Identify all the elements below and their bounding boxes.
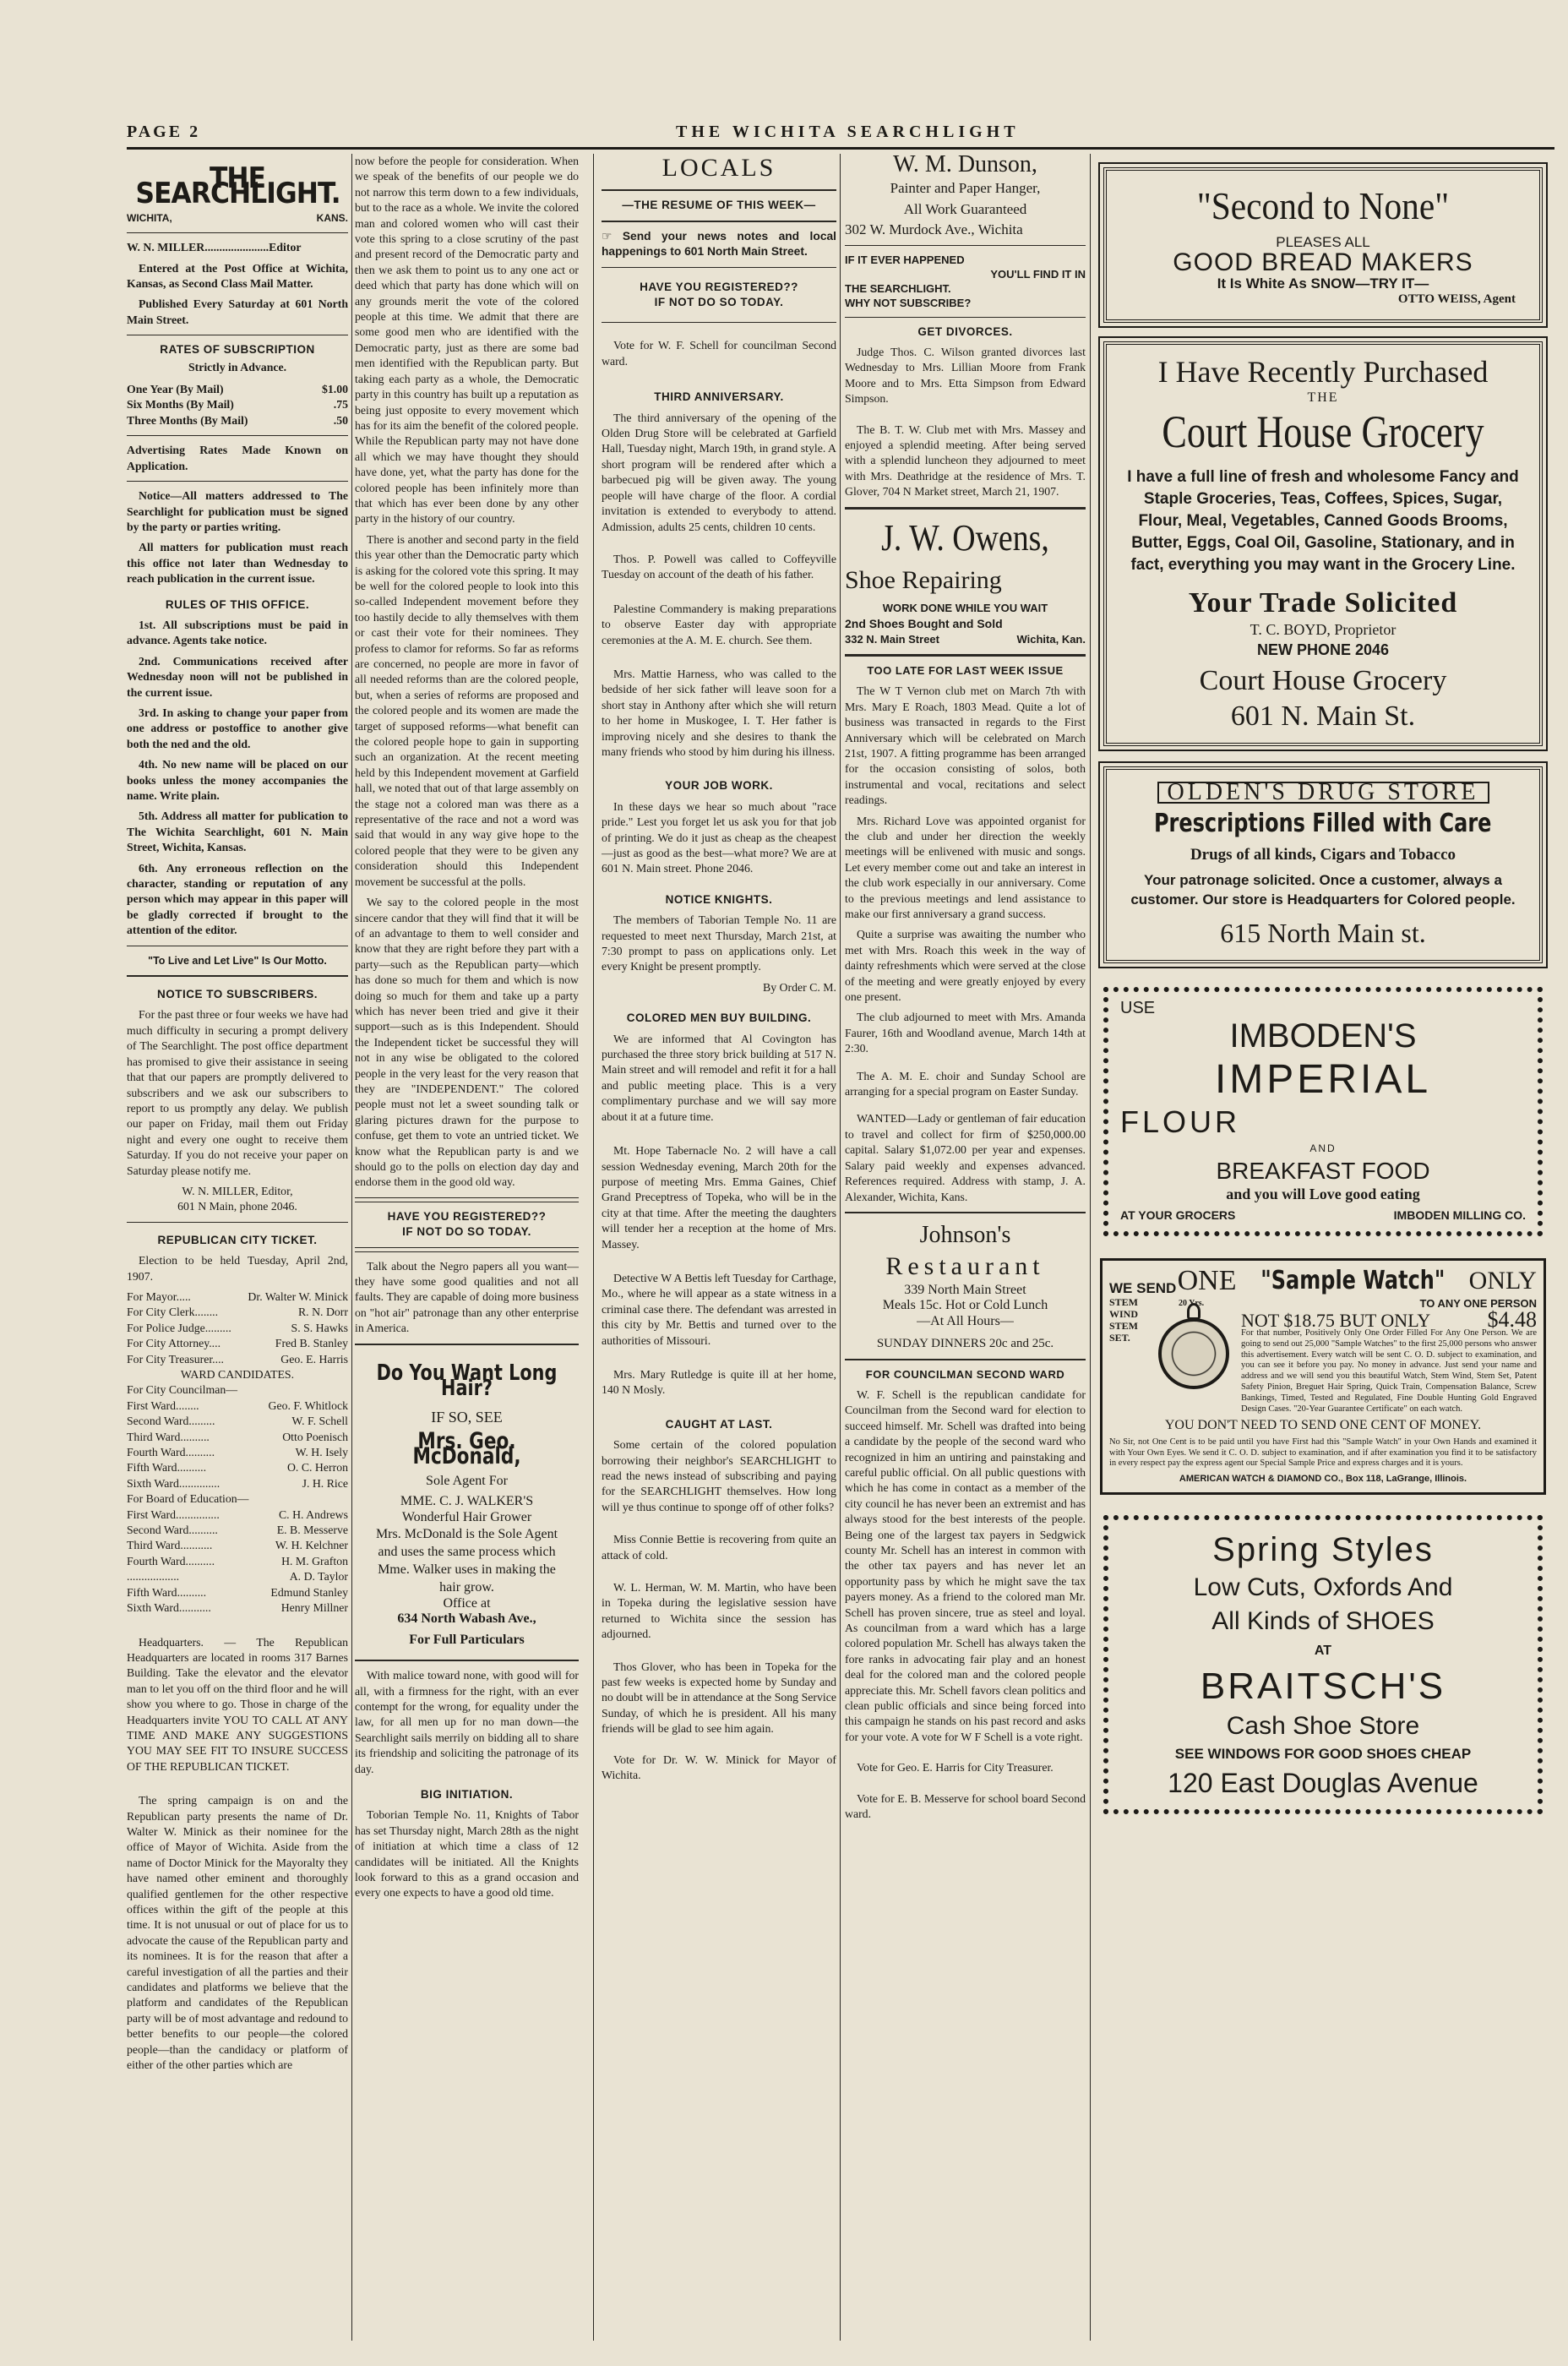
dunson-address: 302 W. Murdock Ave., Wichita bbox=[845, 221, 1023, 238]
local-item: Judge Thos. C. Wilson granted divorces last Wednesday to Mrs. Lillian Moore from Frank Moore and to Mrs. Etta Simpson from Edward Simpson. bbox=[845, 346, 1086, 406]
sample-watch-ad bbox=[1100, 1258, 1546, 1494]
column-4 bbox=[845, 154, 1086, 2349]
rules-heading: RULES OF THIS OFFICE. bbox=[165, 597, 310, 611]
rule bbox=[845, 1212, 1086, 1213]
owens-trade: Shoe Repairing bbox=[845, 565, 1002, 594]
rule bbox=[127, 232, 348, 233]
local-item: The A. M. E. choir and Sunday School are arranging for a special program on Easter Sunday. bbox=[845, 1069, 1086, 1098]
article-paragraph: now before the people for consideration. When we speak of the benefits of our people we do not narrow this term down to a few individuals, but to the race as a whole. We invite the colored man and colored women who will cast their vote this spring to a close scrutiny of the past and present record of the Democratic party and then we ask them to point us to any one act or deed which that party has done which will on any grounds merit the vote of the colored people at this time. We admit that there are some good men who are identified with the Democratic party, just as there are some bad men identified with the Republican party. But taking each party as a whole, the Democratic party in this country has built up a reputation as being just opposite to every movement which has for its aim the benefit of the colored people. While the Republican party may not have done all which we may have thought they should have done, yet, what the party has done for the colored people has been infinitely more than that which has ever been done by any other party in the history of our country. bbox=[355, 155, 579, 526]
johnson-kind: Restaurant bbox=[885, 1251, 1045, 1280]
local-item: Quite a surprise was awaiting the number who met with Mrs. Roach this week in the way of dainty refreshments which were served at the close of the meeting and were greatly enjoyed by every one present. bbox=[845, 928, 1086, 1004]
grocery-phone: NEW PHONE 2046 bbox=[1256, 641, 1390, 659]
watch-body: For that number, Positively Only One Order Filled For Any One Person. We are going to send out 25,000 "Sample Watches" to the first 25,000 persons who answer this advertisement. Every watch will be sent C. O. D. subject to examination, and you can see it before you pay. No money in advance. Just send your name and address and we will send you this beautiful Watch, Stem Wind, Stem Set, Patent Safety Pinion, Breguet Hair Spring, Quick Train, Compensation Balance, Screw Bankings, Timed, Tested and Regulated, Fine Double Hunting Gold Engraved Design Cases. "20-Year Guarantee Certificate" on each watch. bbox=[1241, 1328, 1537, 1414]
johnson-meals: Meals 15c. Hot or Cold Lunch bbox=[882, 1298, 1048, 1313]
page-header bbox=[127, 123, 1529, 144]
local-item: We are informed that Al Covington has purchased the three story brick building at 517 N. Main street and will remodel and refit it for a hall and public meeting place. This is a very complimentary purchase and we will say more about it at a future time. bbox=[602, 1032, 836, 1123]
late-heading: TOO LATE FOR LAST WEEK ISSUE bbox=[867, 663, 1064, 677]
rule bbox=[602, 221, 836, 222]
rule-item: 6th. Any erroneous reflection on the character, standing or reputation of any person which may appear in this paper will be gladly corrected if brought to the attention of the editor. bbox=[127, 861, 348, 937]
newspaper-title: THE WICHITA SEARCHLIGHT bbox=[676, 123, 1020, 141]
rule bbox=[355, 1660, 579, 1661]
pocket-watch-icon bbox=[1153, 1296, 1234, 1401]
dunson-name: W. M. Dunson, bbox=[893, 154, 1037, 177]
rule bbox=[355, 1197, 579, 1202]
grocery-name: Court House Grocery bbox=[1162, 406, 1484, 458]
local-item: Vote for W. F. Schell for councilman Second ward. bbox=[602, 339, 836, 368]
column-5-ads bbox=[1095, 154, 1551, 2349]
place-line: WICHITA, KANS. bbox=[127, 211, 348, 224]
initiation-body: Toborian Temple No. 11, Knights of Tabor has set Thursday night, March 28th as the night of initiation at which time a class of 12 candidates will be initiated. All the Knights look forward to this as a grand occasion and every one expects to have a good old time. bbox=[355, 1808, 579, 1900]
braitsch-name: BRAITSCH'S bbox=[1200, 1665, 1446, 1708]
owens-address-line: 332 N. Main Street Wichita, Kan. bbox=[845, 632, 1086, 646]
grocery-body: I have a full line of fresh and wholesome Fancy and Staple Groceries, Teas, Coffees, Spices, Sugar, Flour, Meal, Vegetables, Canned Goods Brooms, Butter, Eggs, Coal Oil, Gasoline, Stationary, and in fact, everything you may want in the Grocery Line. bbox=[1127, 468, 1519, 575]
court-house-grocery-ad bbox=[1103, 341, 1543, 746]
braitsch-windows: SEE WINDOWS FOR GOOD SHOES CHEAP bbox=[1174, 1746, 1472, 1763]
rule bbox=[127, 975, 348, 977]
ticket-row: Fourth Ward.......... H. M. Grafton bbox=[127, 1554, 348, 1567]
hair-mme: MME. C. J. WALKER'S bbox=[400, 1494, 534, 1509]
divorce-heading: GET DIVORCES. bbox=[917, 324, 1013, 338]
olden-address: 615 North Main st. bbox=[1220, 917, 1426, 948]
weiss-makers: GOOD BREAD MAKERS bbox=[1173, 248, 1473, 277]
rule bbox=[602, 189, 836, 191]
local-item: Vote for Geo. E. Harris for City Treasurer. bbox=[857, 1761, 1054, 1774]
ticket-heading: REPUBLICAN CITY TICKET. bbox=[157, 1233, 318, 1246]
local-item: Thos. P. Powell was called to Coffeyville Tuesday on account of the death of his father. bbox=[602, 552, 836, 581]
rule-item: 5th. Address all matter for publication to The Wichita Searchlight, 601 N. Main Street, Wichita, Kansas. bbox=[127, 810, 348, 854]
olden-prescriptions: Prescriptions Filled with Care bbox=[1154, 809, 1492, 839]
ticket-row: For Mayor..... Dr. Walter W. Minick bbox=[127, 1289, 348, 1303]
watch-case bbox=[1158, 1318, 1229, 1389]
olden-drug-store-ad bbox=[1103, 766, 1543, 963]
local-item: Mrs. Richard Love was appointed organist for the club and under her direction the weekly meetings will be enlivened with music and songs. Let every member come out and take an interest in the club work especially in our anniversary. Come to the previous meetings and lend assistance to make our first anniversary a grand success. bbox=[845, 814, 1086, 920]
registered-line-2: IF NOT DO SO TODAY. bbox=[654, 296, 784, 309]
owens-ad bbox=[845, 516, 1086, 647]
local-item: The B. T. W. Club met with Mrs. Massey and enjoyed a splendid meeting. After being served with a splendid luncheon they adjourned to meet with Mrs. Deathridge at the residence of Mrs. T. Glover, 704 N Market street, March 21, 1907. bbox=[845, 422, 1086, 499]
johnson-address: 339 North Main Street bbox=[904, 1282, 1026, 1297]
watch-to-any: TO ANY ONE PERSON bbox=[1419, 1297, 1537, 1311]
hair-grower-ad bbox=[355, 1352, 579, 1653]
article-paragraph: We say to the colored people in the most sincere candor that they will find that it will be of an advantage to them to well consider and know that they are right before they part with a party—such as the Republican party—which has done so much for them and which is now doing so much for them and take up a party which has never been tried and give it their support—such as is this Independent. Should the Independent ticket be successful they will not in any wise be obligated to the colored people in the very least for the very reason that they are "INDEPENDENT." The colored people must not let a sweet sounding talk or glaring pictures drawn for the purpose to confuse, get them to vote an untried ticket. We know what the Republican party is and we should go to the polls on election day day and endorse them in the good old way. bbox=[355, 896, 579, 1189]
rule-item: 2nd. Communications received after Wednesday noon will not be published in the current issue. bbox=[127, 654, 348, 699]
watch-price-line: NOT $18.75 BUT ONLY $4.48 bbox=[1241, 1306, 1537, 1332]
braitsch-shoes: All Kinds of SHOES bbox=[1211, 1606, 1435, 1635]
locals-title: LOCALS bbox=[662, 154, 776, 182]
watch-copy-block bbox=[1241, 1296, 1537, 1415]
knights-heading: NOTICE KNIGHTS. bbox=[665, 892, 773, 906]
rule bbox=[845, 1359, 1086, 1360]
braitsch-at: AT bbox=[1314, 1643, 1332, 1658]
councilman-heading: FOR COUNCILMAN SECOND WARD bbox=[865, 1367, 1065, 1381]
masthead: THE SEARCHLIGHT. bbox=[135, 161, 340, 211]
imboden-flour-ad bbox=[1103, 987, 1543, 1237]
notice-matter: All matters for publication must reach this office not later than Wednesday to reach publication in the current issue. bbox=[127, 541, 348, 586]
ticket-row: Fifth Ward.......... Edmund Stanley bbox=[127, 1585, 348, 1599]
watch-company: AMERICAN WATCH & DIAMOND CO., Box 118, LaGrange, Illinois. bbox=[1179, 1474, 1467, 1485]
pointing-hand-icon: ☞ bbox=[602, 229, 623, 243]
otto-weiss-ad bbox=[1103, 167, 1543, 323]
ticket-row: Fourth Ward.......... W. H. Isely bbox=[127, 1446, 348, 1459]
braitsch-low: Low Cuts, Oxfords And bbox=[1193, 1573, 1453, 1601]
grocery-address: 601 N. Main St. bbox=[1230, 700, 1416, 732]
rule bbox=[845, 654, 1086, 657]
ticket-row: For City Clerk........ R. N. Dorr bbox=[127, 1306, 348, 1319]
hair-body: Mrs. McDonald is the Sole Agent and uses the same process which Mme. Walker uses in making the hair grow. bbox=[375, 1526, 558, 1595]
grocery-the: THE bbox=[1307, 390, 1339, 405]
imboden-love: and you will Love good eating bbox=[1226, 1186, 1420, 1203]
stem-labels: STEM WIND STEM SET. bbox=[1109, 1296, 1139, 1344]
local-item: The third anniversary of the opening of the Olden Drug Store will be celebrated at Garfield Hall, Tuesday night, March 19th, in grand style. A short program will be rendered after which a barbecued pig will be given away. The young people will have charge of the floor. A cordial invitation is extended to everybody to attend. Admission, adults 25 cents, children 10 cents. bbox=[602, 411, 836, 533]
imboden-and: AND bbox=[1309, 1142, 1337, 1155]
local-item: W. L. Herman, W. M. Martin, who have been in Topeka during the legislative session have returned to Wichita since the session has adjourned. bbox=[602, 1581, 836, 1641]
grocery-recently: I Have Recently Purchased bbox=[1157, 354, 1489, 389]
imboden-name: IMBODEN'S bbox=[1229, 1017, 1417, 1055]
rate-row: Three Months (By Mail) .50 bbox=[127, 413, 348, 427]
watch-dont: YOU DON'T NEED TO SEND ONE CENT OF MONEY. bbox=[1164, 1418, 1482, 1433]
hair-office: Office at bbox=[443, 1595, 491, 1611]
notice-heading: NOTICE TO SUBSCRIBERS. bbox=[156, 988, 318, 1001]
send-news-notice: ☞ Send your news notes and local happenings to 601 North Main Street. bbox=[602, 229, 836, 259]
rule bbox=[845, 317, 1086, 318]
watch-body-row bbox=[1109, 1296, 1537, 1415]
local-item: Vote for Dr. W. W. Minick for Mayor of Wichita. bbox=[602, 1753, 836, 1782]
ticket-row: Second Ward.......... E. B. Messerve bbox=[127, 1524, 348, 1537]
building-heading: COLORED MEN BUY BUILDING. bbox=[626, 1011, 812, 1025]
ticket-row: First Ward............... C. H. Andrews bbox=[127, 1507, 348, 1521]
job-work-heading: YOUR JOB WORK. bbox=[665, 779, 773, 793]
olden-name: OLDEN'S DRUG STORE bbox=[1157, 782, 1489, 804]
rate-row: One Year (By Mail) $1.00 bbox=[127, 383, 348, 396]
rule-item: 1st. All subscriptions must be paid in advance. Agents take notice. bbox=[127, 618, 348, 647]
local-item: Mrs. Mattie Harness, who was called to the bedside of her sick father will leave soon for a short stay in Anthony after which she will return to her home in Muskogee, I. T. Her father is improving nicely and she desires to thank the many friends who stood by him during his illness. bbox=[602, 667, 836, 758]
braitsch-address: 120 East Douglas Avenue bbox=[1168, 1768, 1478, 1799]
imboden-breakfast: BREAKFAST FOOD bbox=[1216, 1158, 1430, 1185]
watch-headline: WE SEND ONE "Sample Watch" ONLY bbox=[1109, 1265, 1537, 1297]
registered-line-1: HAVE YOU REGISTERED?? bbox=[387, 1209, 547, 1223]
headquarters-notice: Headquarters. — The Republican Headquarters are located in rooms 317 Barnes Building. Take the elevator and the elevator man to let you off on the third floor and he will show you where to go. Those in charge of the Headquarters invite YOU TO CALL AT ANY TIME AND MAKE ANY SUGGESTIONS YOU MAY SEE FIT TO INSURE SUCCESS OF THE REPUBLICAN TICKET. bbox=[127, 1635, 348, 1773]
local-item: Mt. Hope Tabernacle No. 2 will have a call session Wednesday evening, March 20th for the purpose of meeting Mrs. Emma Gaines, Chief Grand Preceptress of Topeka, who will be in the city at that time. After the meeting the daughters will tender her a reception at the home of Mrs. Massey. bbox=[602, 1144, 836, 1251]
header-rule bbox=[127, 147, 1554, 150]
resume-line: —THE RESUME OF THIS WEEK— bbox=[622, 199, 816, 212]
olden-body: Your patronage solicited. Once a customer, always a customer. Our store is Headquarters for Colored people. bbox=[1130, 871, 1516, 908]
initiation-heading: BIG INITIATION. bbox=[420, 1787, 514, 1801]
hair-headline: Do You Want Long Hair? bbox=[376, 1360, 558, 1402]
local-item: Thos Glover, who has been in Topeka for the past few weeks is expected home by Sunday and no doubt will be in attendance at the Song Service Sunday, of which he is president. All his many friends will be glad to see him again. bbox=[602, 1660, 836, 1736]
knights-signature: By Order C. M. bbox=[763, 980, 836, 994]
rule bbox=[355, 1344, 579, 1345]
braitsch-spring: Spring Styles bbox=[1212, 1530, 1434, 1568]
johnson-sunday: SUNDAY DINNERS 20c and 25c. bbox=[876, 1337, 1054, 1351]
column-divider bbox=[840, 154, 841, 2341]
article-paragraph: Talk about the Negro papers all you want—they have some good qualities and not all faults. They are capable of doing more business on "hot air" patronage than any other enterprise in America. bbox=[355, 1259, 579, 1335]
entered-notice: Entered at the Post Office at Wichita, Kansas, as Second Class Mail Matter. bbox=[127, 261, 348, 291]
column-divider bbox=[351, 154, 352, 2341]
rule bbox=[602, 322, 836, 323]
ward-heading: WARD CANDIDATES. bbox=[180, 1368, 295, 1381]
local-item: In these days we hear so much about "race pride." Lest you forget let us ask you for that job of printing. We do it just as cheap as the cheapest—just as good as the best—what more? We are at 601 N. Main street. Phone 2046. bbox=[602, 799, 836, 875]
rule bbox=[355, 1247, 579, 1252]
notice-address: 601 N Main, phone 2046. bbox=[177, 1200, 297, 1213]
column-divider bbox=[593, 154, 594, 2341]
rate-row: Six Months (By Mail) .75 bbox=[127, 398, 348, 412]
rule bbox=[127, 481, 348, 482]
ticket-row: Fifth Ward.......... O. C. Herron bbox=[127, 1461, 348, 1475]
local-item: Mrs. Mary Rutledge is quite ill at her home, 140 N Mosly. bbox=[602, 1367, 836, 1397]
caught-heading: CAUGHT AT LAST. bbox=[665, 1417, 773, 1431]
ticket-intro: Election to be held Tuesday, April 2nd, 1907. bbox=[127, 1254, 348, 1283]
local-item: Some certain of the colored population borrowing their neighbor's SEARCHLIGHT to read the news instead of subscribing and paying for the SEARCHLIGHT themselves. How long will ye thus continue to sponge off of other folks? bbox=[602, 1438, 836, 1513]
rule bbox=[845, 245, 1086, 246]
hair-address: 634 North Wabash Ave., bbox=[397, 1611, 536, 1627]
rule-item: 3rd. In asking to change your paper from one address or postoffice to another give both the ned and the old. bbox=[127, 706, 348, 750]
dunson-guarantee: All Work Guaranteed bbox=[903, 200, 1027, 217]
imboden-flour: FLOUR bbox=[1120, 1104, 1241, 1140]
registered-line-2: IF NOT DO SO TODAY. bbox=[402, 1225, 531, 1239]
hair-particulars: For Full Particulars bbox=[409, 1632, 525, 1647]
imboden-imperial: IMPERIAL bbox=[1214, 1057, 1432, 1103]
rates-heading: RATES OF SUBSCRIPTION bbox=[160, 343, 315, 357]
campaign-article: The spring campaign is on and the Republican party presents the name of Dr. Walter W. Minick as their nominee for the office of Mayor of Wichita. Aside from the name of Doctor Minick for the Mayoralty they have named other eminent and thoroughly qualified gentlemen for the other respective offices within the gift of the people at this time. It is not unusual or out of place for us to advocate the cause of the Republican party and its nominees. It is for the reason that after a careful investigation of all the parties and their candidates and platforms we believe that the platform and candidates of the Republican party will be of most advantage and redound to better benefits to our people—the colored people—than the candidacy or platform of either of the other parties which are bbox=[127, 1794, 348, 2072]
ticket-row: For City Attorney.... Fred B. Stanley bbox=[127, 1337, 348, 1350]
ticket-row: Sixth Ward.............. J. H. Rice bbox=[127, 1476, 348, 1490]
ticket-row: For City Treasurer.... Geo. E. Harris bbox=[127, 1352, 348, 1366]
column-3 bbox=[602, 154, 836, 2349]
watch-body-2: No Sir, not One Cent is to be paid until you have First had this "Sample Watch" in your Own Hands and examined it with Your Own Eyes. We send it C. O. D. subject to examination, and if after examination you find it to be satisfactory in every respect pay the express agent our Special Sample Price and express charges and it is yours. bbox=[1109, 1436, 1537, 1469]
weiss-pleases: PLEASES ALL bbox=[1276, 234, 1370, 250]
ticket-row: .................. A. D. Taylor bbox=[127, 1570, 348, 1584]
braitsch-store: Cash Shoe Store bbox=[1226, 1712, 1420, 1741]
johnson-name: Johnson's bbox=[919, 1221, 1011, 1248]
weiss-headline: "Second to None" bbox=[1196, 184, 1450, 227]
grocery-proprietor: T. C. BOYD, Proprietor bbox=[1250, 621, 1396, 639]
owens-shoes: 2nd Shoes Bought and Sold bbox=[845, 617, 1003, 631]
imboden-use: USE bbox=[1120, 998, 1156, 1017]
ticket-row: Second Ward......... W. F. Schell bbox=[127, 1415, 348, 1428]
olden-drugs: Drugs of all kinds, Cigars and Tobacco bbox=[1190, 846, 1456, 864]
education-label: For Board of Education— bbox=[127, 1492, 249, 1506]
rule-item: 4th. No new name will be placed on our books unless the money accompanies the name. Write plain. bbox=[127, 758, 348, 802]
rates-sub: Strictly in Advance. bbox=[188, 360, 287, 373]
imboden-footer: AT YOUR GROCERS IMBODEN MILLING CO. bbox=[1120, 1208, 1526, 1222]
article-paragraph: There is another and second party in the field this year other than the Democratic party which is asking for the colored vote this spring. It may be well for the colored people to look into this so-called Independent movement before they too hastily decide to ally themselves with them or cast their vote for their nominees. They profess to clamor for reforms. So far as reforms are concerned, no people are more in favor of all needed reforms than are the colored people, but, when a series of reforms are proposed and the colored people and its women are made the target of supposed reforms—what benefit can the colored people hope to gain in supporting such an organization. At the recent meeting held by this Independent movement at Garfield hall, we noted that out of that large assembly on the stage not a colored man was there as a representative of the race and not a word was said that would in any way give hope to the colored people that they were to be given any consideration should this Independent movement be successful at the polls. bbox=[355, 532, 579, 888]
braitsch-shoes-ad bbox=[1103, 1515, 1543, 1815]
rule bbox=[127, 1222, 348, 1223]
local-item: Palestine Commandery is making preparations to observe Easter day with appropriate ceremonies at the A. M. E. church. See them. bbox=[602, 602, 836, 646]
weiss-white: It Is White As SNOW—TRY IT— bbox=[1217, 275, 1429, 292]
hair-grower: Wonderful Hair Grower bbox=[401, 1509, 532, 1524]
notice-all: Notice—All matters addressed to The Searchlight for publication must be signed by the party or parties writing. bbox=[127, 489, 348, 533]
local-item: Miss Connie Bettie is recovering from quite an attack of cold. bbox=[602, 1533, 836, 1562]
hair-agent-name: Mrs. Geo. McDonald, bbox=[412, 1427, 521, 1470]
ticket-row: Sixth Ward........... Henry Millner bbox=[127, 1601, 348, 1615]
hair-sole-agent: Sole Agent For bbox=[426, 1473, 508, 1488]
editor-line: W. N. MILLER......................Editor bbox=[127, 241, 302, 254]
page-number: PAGE 2 bbox=[127, 123, 201, 141]
watch-years: 20 Yrs. bbox=[1179, 1299, 1205, 1309]
local-item: The W T Vernon club met on March 7th with Mrs. Mary E Roach, 1803 Mead. Quite a lot of business was transacted in regards to the First Anniversary which will be celebrated on March 21st, 1907. A fitting programme has been arranged for the occasion consisting of solos, both instrumental and vocal, recitations and select readings. bbox=[845, 684, 1086, 807]
notice-body: For the past three or four weeks we have had much difficulty in securing a prompt delivery of The Searchlight. The post office department has promised to give their assistance in seeing that that our papers are promptly delivered to subscribers and we ask our subscribers to report to us promptly any delay. We publish our paper on Friday, mail them out Friday night and every one ought to receive them Saturday. If you do not receive your paper on Saturday please notify me. bbox=[127, 1008, 348, 1177]
column-1 bbox=[127, 154, 348, 2349]
ticket-row: First Ward........ Geo. F. Whitlock bbox=[127, 1398, 348, 1412]
weiss-agent: OTTO WEISS, Agent bbox=[1397, 292, 1516, 307]
anniversary-heading: THIRD ANNIVERSARY. bbox=[654, 390, 784, 404]
published-notice: Published Every Saturday at 601 North Main Street. bbox=[127, 297, 348, 326]
local-item: The club adjourned to meet with Mrs. Amanda Faurer, 16th and Woodland avenue, March 14th at 2:30. bbox=[845, 1011, 1086, 1055]
local-item: Detective W A Bettis left Tuesday for Carthage, Mo., where he will appear as a state witness in a criminal case there. The defendant was arrested in this city by Mr. Bettis and turned over to the authorities of Missouri. bbox=[602, 1271, 836, 1347]
local-item: Vote for E. B. Messerve for school board Second ward. bbox=[845, 1791, 1086, 1821]
rates-list bbox=[127, 382, 348, 428]
wanted-ad: WANTED—Lady or gentleman of fair education to travel and collect for firm of $250,000.00 capital. Salary $1,072.00 per year and expenses. Salary paid weekly and expenses advanced. References required. Address with stamp, J. A. Alexander, Wichita, Kans. bbox=[845, 1112, 1086, 1203]
councilmen-label: For City Councilman— bbox=[127, 1383, 238, 1397]
dunson-ad bbox=[845, 154, 1086, 238]
subscribe-promo: IF IT EVER HAPPENED YOU'LL FIND IT IN THE SEARCHLIGHT. WHY NOT SUBSCRIBE? bbox=[845, 253, 1086, 309]
ticket-row: Third Ward........... W. H. Kelchner bbox=[127, 1539, 348, 1552]
johnson-ad bbox=[845, 1220, 1086, 1352]
dunson-trade: Painter and Paper Hanger, bbox=[890, 180, 1041, 197]
rule bbox=[602, 267, 836, 268]
owens-name: J. W. Owens, bbox=[881, 516, 1049, 559]
article-paragraph: With malice toward none, with good will for all, with a firmness for the right, with an ever contempt for the wrong, for equality under the law, for all men up for no man down—the Searchlight sails merrily on bidding all to share its friendship and soliciting the patronage of its day. bbox=[355, 1669, 579, 1775]
grocery-name-2: Court House Grocery bbox=[1199, 664, 1447, 696]
rule bbox=[127, 435, 348, 436]
councilman-article: W. F. Schell is the republican candidate for Councilman from the Second ward for election to succeed himself. Mr. Schell was drafted into being a candidate by the people of the second ward who recognized in him an untiring and painstaking and careful public official. On all public questions with which he has come in contact as a member of the city council he has never been an extremist and has always stood for the best interests of the people. Being one of the largest tax payers in Sedgwick county Mr. Schell has an interest in common with the other tax payers and has never let an opportunity pass by which he might save the tax payers money. As a friend to the colored man Mr. Schell has proven sincere, true as steel and loyal. As councilman from a ward which has a large colored population Mr. Schell has always taken the fore ranks in advocating fair play and an honest deal for the colored man and the colored people appreciate this. Mr. Schell favors clean politics and clean public officials and since being forced into this campaign he stands on his past record and asks for your vote. A vote for W F Schell is a vote right. bbox=[845, 1387, 1086, 1743]
johnson-hours: —At All Hours— bbox=[917, 1313, 1014, 1328]
ticket-row: For Police Judge......... S. S. Hawks bbox=[127, 1321, 348, 1334]
motto: "To Live and Let Live" Is Our Motto. bbox=[148, 954, 327, 967]
column-divider bbox=[1090, 154, 1091, 2341]
rule bbox=[845, 507, 1086, 510]
owens-wait: WORK DONE WHILE YOU WAIT bbox=[882, 601, 1048, 614]
local-item: The members of Taborian Temple No. 11 are requested to meet next Thursday, March 21st, at 7:30 prompt to pass on applications only. Let every Knight be present promptly. bbox=[602, 913, 836, 973]
city-ticket bbox=[127, 1289, 348, 1616]
advertising-notice: Advertising Rates Made Known on Application. bbox=[127, 444, 348, 472]
notice-signature: W. N. MILLER, Editor, bbox=[182, 1184, 293, 1197]
hair-see: IF SO, SEE bbox=[431, 1409, 503, 1426]
registered-line-1: HAVE YOU REGISTERED?? bbox=[640, 280, 798, 293]
column-2 bbox=[355, 154, 579, 2349]
ticket-row: Third Ward.......... Otto Poenisch bbox=[127, 1430, 348, 1443]
grocery-solicited: Your Trade Solicited bbox=[1188, 587, 1458, 619]
